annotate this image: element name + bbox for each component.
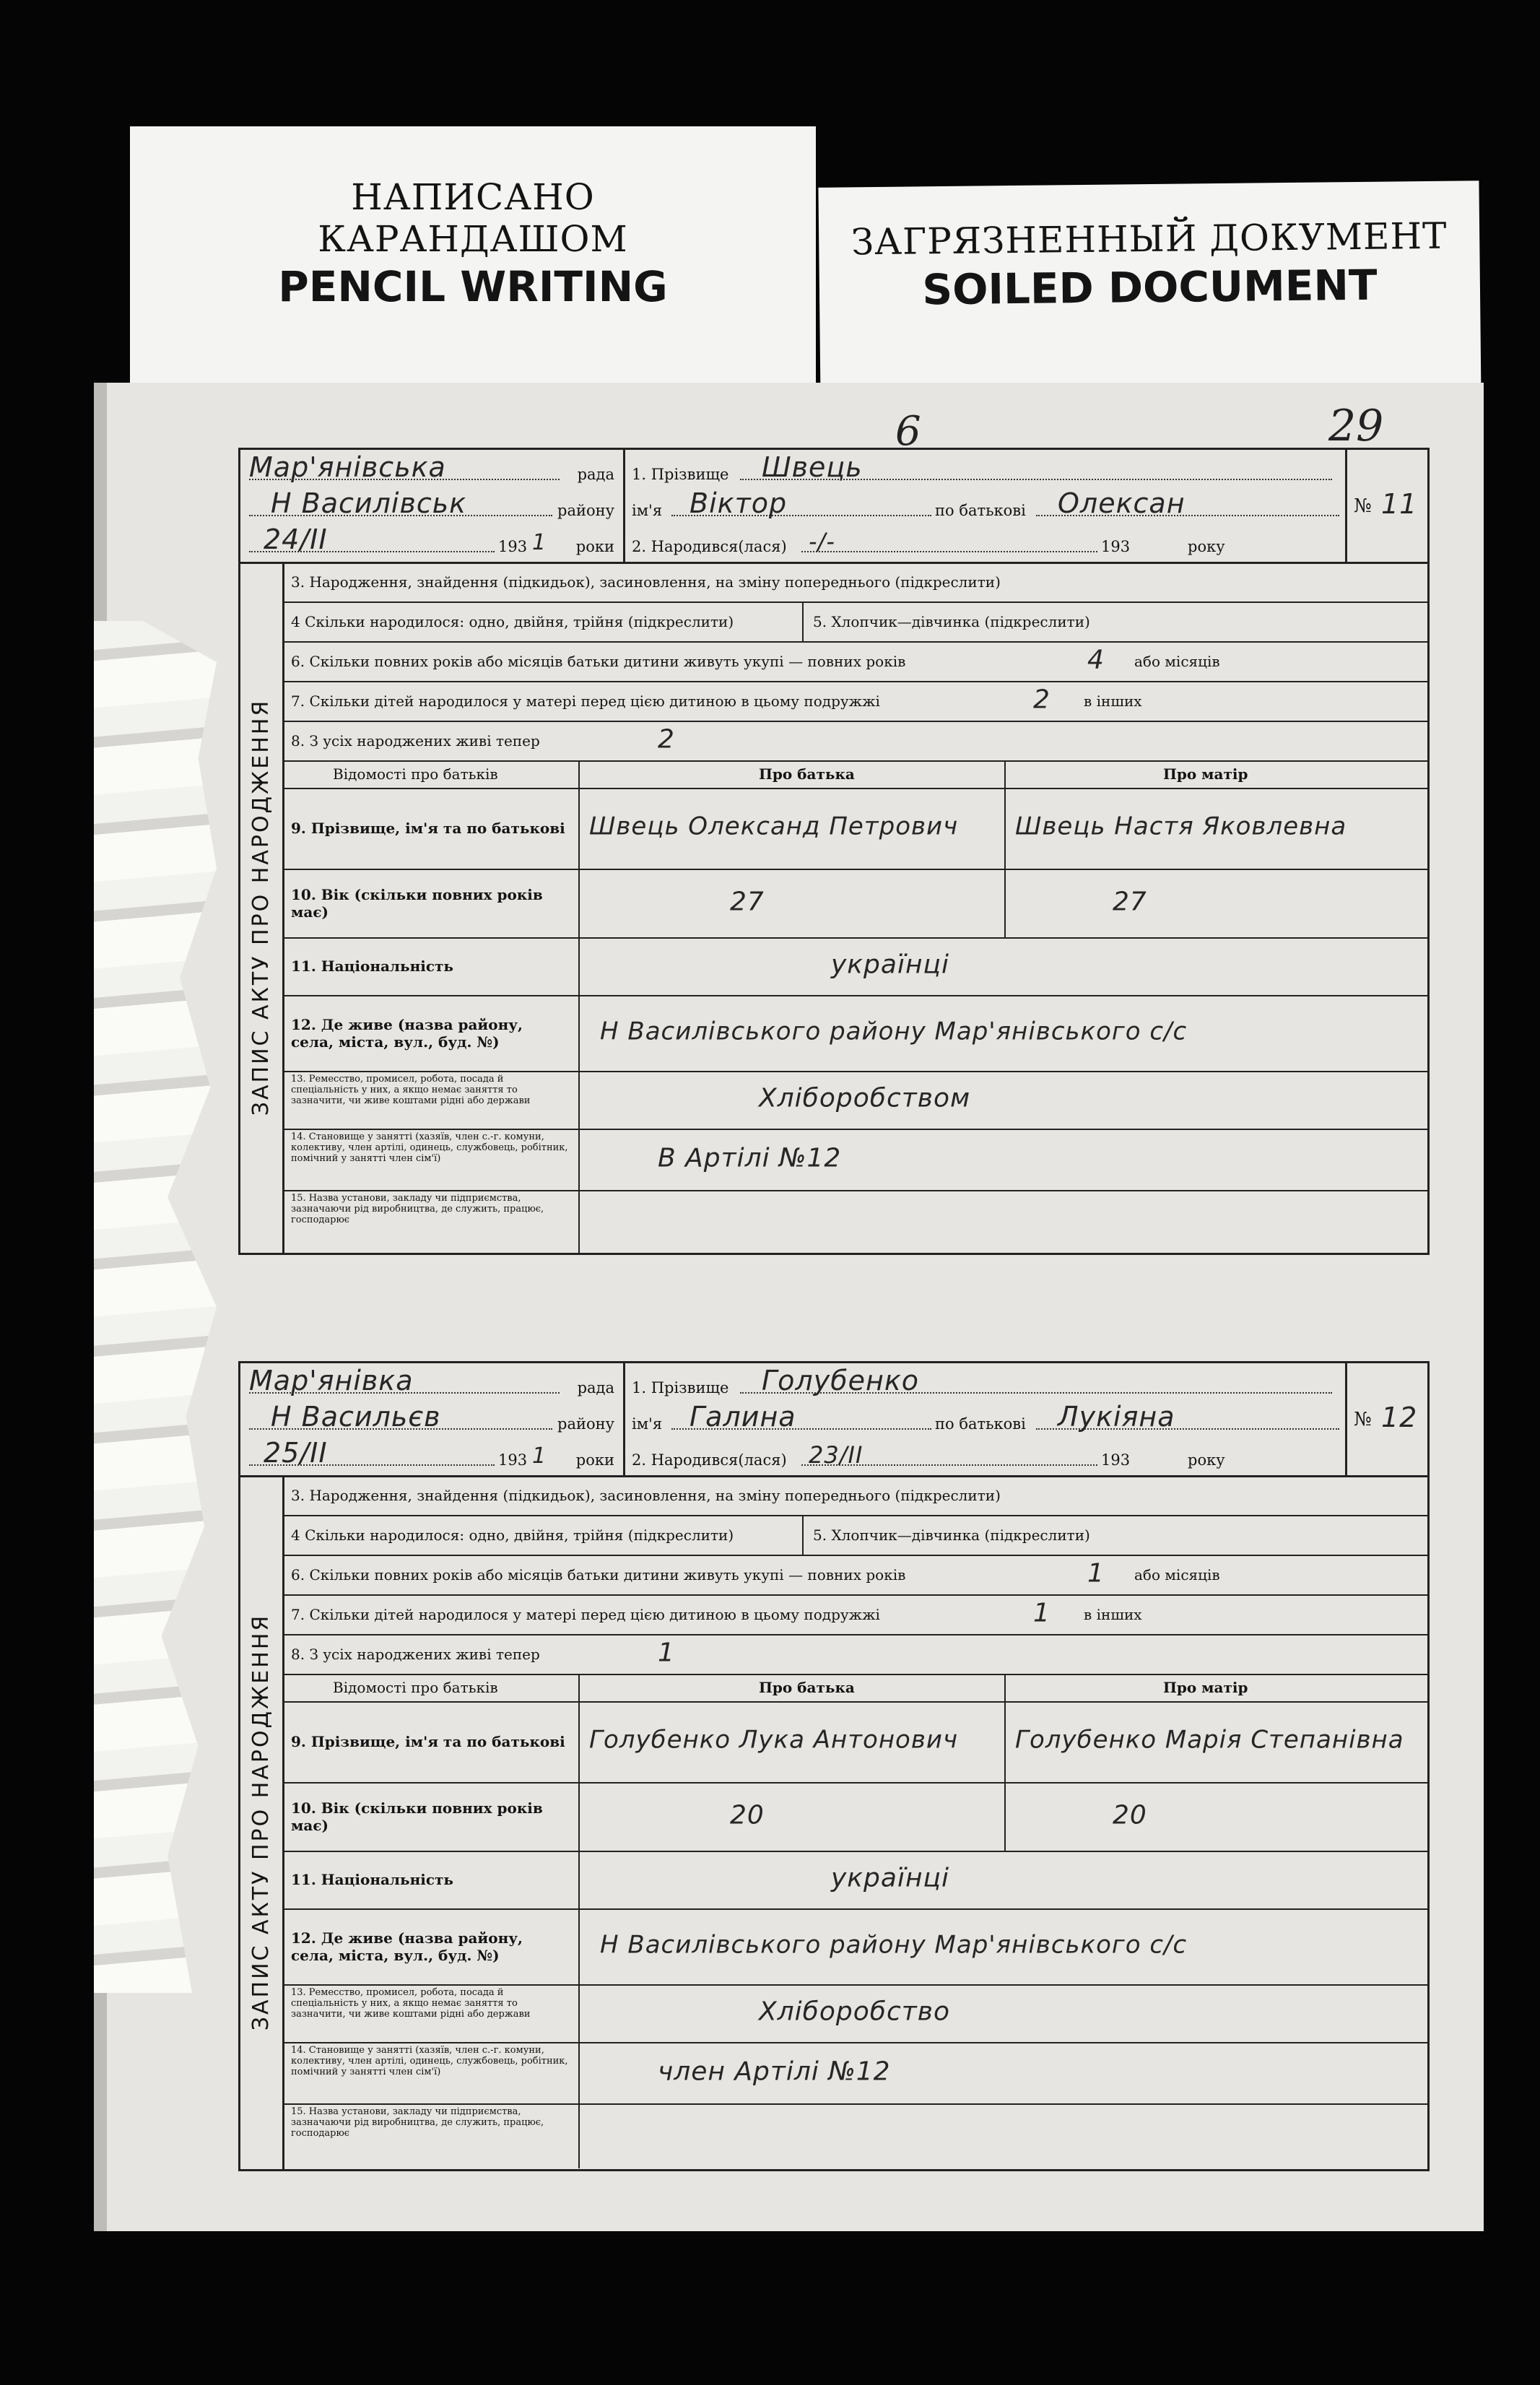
mother-age-handwriting: 20: [1113, 1799, 1147, 1830]
mother-name-handwriting: Голубенко Марія Степанівна: [1015, 1725, 1404, 1755]
nationality-handwriting: українці: [831, 1863, 950, 1893]
row-6: [282, 1555, 1427, 1596]
row-10: [282, 869, 1427, 939]
parents-header-row: [282, 1674, 1427, 1703]
born-year-prefix: 193: [1101, 538, 1131, 555]
row-9: [282, 788, 1427, 870]
surname-label: 1. Прізвище: [632, 466, 729, 483]
residence-handwriting: Н Василівського району Мар'янівського с/с: [600, 1017, 1188, 1046]
patronymic-label: по батькові: [935, 1415, 1026, 1433]
born-label: 2. Народився(лася): [632, 538, 787, 555]
row-4-text: 4 Скільки народилося: одно, двійня, трійня (підкреслити): [291, 1526, 734, 1544]
row-5-text: 5. Хлопчик—дівчинка (підкреслити): [813, 612, 1090, 630]
row-4-5: [282, 601, 1427, 643]
side-title-text: ЗАПИС АКТУ ПРО НАРОДЖЕННЯ: [248, 1613, 274, 2031]
name-label: ім'я: [632, 1415, 663, 1433]
name-handwriting: Галина: [689, 1401, 796, 1433]
rayon-handwriting: Н Василівськ: [271, 487, 467, 519]
row-8: [282, 1634, 1427, 1675]
pencil-label-ru-1: НАПИСАНО: [351, 176, 595, 218]
parents-header-text: Відомості про батьків: [333, 765, 498, 783]
child-name-block: [623, 1363, 1347, 1475]
patronymic-handwriting: Олексан: [1058, 487, 1186, 519]
row-5-text: 5. Хлопчик—дівчинка (підкреслити): [813, 1526, 1090, 1544]
row-9-text: 9. Прізвище, ім'я та по батькові: [291, 820, 565, 837]
surname-handwriting: Голубенко: [762, 1365, 920, 1396]
row-4-5: [282, 1515, 1427, 1556]
row-7-text: 7. Скільки дітей народилося у матері перед цією дитиною в цьому подружжі: [291, 692, 880, 710]
father-name-handwriting: Голубенко Лука Антонович: [589, 1725, 959, 1755]
soiled-document-label: [818, 181, 1481, 404]
record-number-block: [1345, 1363, 1430, 1475]
row-8: [282, 721, 1427, 762]
record-number-block: [1345, 450, 1430, 562]
page-number-center: 6: [895, 408, 921, 455]
birth-record-2: [238, 1361, 1430, 2171]
row-15: [282, 2103, 1427, 2168]
parents-header-text: Відомості про батьків: [333, 1679, 498, 1696]
row-9-text: 9. Прізвище, ім'я та по батькові: [291, 1733, 565, 1750]
employment-handwriting: В Артілі №12: [658, 1142, 842, 1173]
record-header: [240, 1363, 1427, 1477]
row-7-other-text: в інших: [1084, 692, 1142, 710]
name-label: ім'я: [632, 502, 663, 519]
mother-header-text: Про матір: [1163, 1679, 1248, 1696]
child-name-block: [623, 450, 1347, 562]
rada-label: рада: [577, 466, 614, 483]
row-13: [282, 1984, 1427, 2043]
year-digit-handwriting: 1: [532, 1443, 547, 1469]
row-6: [282, 641, 1427, 682]
alive-now-handwriting: 1: [658, 1637, 675, 1667]
row-10: [282, 1782, 1427, 1852]
row-11-text: 11. Національність: [291, 1871, 453, 1888]
row-7-other-text: в інших: [1084, 1605, 1142, 1623]
side-title-text: ЗАПИС АКТУ ПРО НАРОДЖЕННЯ: [248, 698, 274, 1116]
residence-handwriting: Н Василівського району Мар'янівського с/с: [600, 1930, 1188, 1960]
row-9: [282, 1701, 1427, 1784]
council-block: [240, 1363, 625, 1475]
row-10-text: 10. Вік (скільки повних років має): [291, 1799, 543, 1834]
side-title: [240, 1475, 284, 2169]
row-11: [282, 1851, 1427, 1910]
row-4-text: 4 Скільки народилося: одно, двійня, трійня (підкреслити): [291, 612, 734, 630]
row-12: [282, 995, 1427, 1072]
row-6-text: 6. Скільки повних років або місяців батьки дитини живуть укупі — повних років: [291, 1565, 906, 1584]
birth-record-1: [238, 448, 1430, 1255]
row-8-text: 8. З усіх народжених живі тепер: [291, 731, 540, 750]
rada-label: рада: [577, 1379, 614, 1396]
rayon-handwriting: Н Васильєв: [271, 1401, 441, 1433]
row-14-text: 14. Становище у занятті (хазяїв, член с.-г. комуни, колективу, член артілі, одинець, службовець, робітник, помічний у занятті член сім'ї): [291, 1131, 568, 1164]
parents-header-row: [282, 760, 1427, 789]
row-6-text: 6. Скільки повних років або місяців батьки дитини живуть укупі — повних років: [291, 652, 906, 670]
row-12: [282, 1908, 1427, 1986]
children-before-handwriting: 2: [1033, 684, 1050, 714]
row-14: [282, 2042, 1427, 2105]
born-year-prefix: 193: [1101, 1451, 1131, 1469]
record-header: [240, 450, 1427, 564]
row-15-text: 15. Назва установи, закладу чи підприємства, зазначаючи рід виробництва, де служить, працює, господарює: [291, 2106, 544, 2139]
children-before-handwriting: 1: [1033, 1597, 1050, 1628]
rada-handwriting: Мар'янівка: [249, 1365, 414, 1396]
date-handwriting: 24/II: [264, 524, 328, 555]
year-prefix: 193: [498, 538, 528, 555]
year-prefix: 193: [498, 1451, 528, 1469]
row-7-text: 7. Скільки дітей народилося у матері перед цією дитиною в цьому подружжі: [291, 1605, 880, 1623]
row-14-text: 14. Становище у занятті (хазяїв, член с.-г. комуни, колективу, член артілі, одинець, службовець, робітник, помічний у занятті член сім'ї): [291, 2045, 568, 2077]
row-3: [282, 562, 1427, 603]
row-15: [282, 1190, 1427, 1255]
row-10-text: 10. Вік (скільки повних років має): [291, 885, 543, 921]
patronymic-handwriting: Лукіяна: [1058, 1401, 1175, 1433]
row-14: [282, 1129, 1427, 1191]
side-title: [240, 562, 284, 1253]
rayon-label: району: [557, 1415, 614, 1433]
rok-label: роки: [575, 1451, 614, 1469]
rada-handwriting: Мар'янівська: [249, 451, 446, 483]
page-number-corner: 29: [1328, 401, 1384, 451]
row-3-text: 3. Народження, знайдення (підкидьок), засиновлення, на зміну попереднього (підкреслити): [291, 573, 1001, 591]
patronymic-label: по батькові: [935, 502, 1026, 519]
row-8-text: 8. З усіх народжених живі тепер: [291, 1645, 540, 1663]
rayon-label: району: [557, 502, 614, 519]
number-label: №: [1354, 495, 1372, 517]
nationality-handwriting: українці: [831, 950, 950, 980]
row-11: [282, 937, 1427, 996]
born-date-handwriting: -/-: [809, 528, 835, 555]
row-7: [282, 1594, 1427, 1635]
row-11-text: 11. Національність: [291, 957, 453, 975]
born-label: 2. Народився(лася): [632, 1451, 787, 1469]
year-digit-handwriting: 1: [532, 530, 547, 555]
row-12-text: 12. Де живе (назва району, села, міста, вул., буд. №): [291, 1929, 523, 1964]
soiled-label-en: SOILED DOCUMENT: [922, 260, 1378, 314]
mother-header-text: Про матір: [1163, 765, 1248, 783]
alive-now-handwriting: 2: [658, 724, 675, 754]
row-12-text: 12. Де живе (назва району, села, міста, вул., буд. №): [291, 1015, 523, 1051]
surname-label: 1. Прізвище: [632, 1379, 729, 1396]
rok-label: роки: [575, 538, 614, 555]
occupation-handwriting: Хліборобством: [759, 1083, 971, 1113]
pencil-writing-label: [130, 126, 816, 386]
row-6-months-text: або місяців: [1134, 652, 1220, 670]
mother-name-handwriting: Швець Настя Яковлевна: [1015, 812, 1347, 841]
soiled-label-ru: ЗАГРЯЗНЕННЫЙ ДОКУМЕНТ: [851, 214, 1448, 264]
record-number-handwriting: 11: [1381, 488, 1418, 520]
born-date-handwriting: 23/II: [809, 1441, 863, 1469]
years-together-handwriting: 1: [1087, 1558, 1105, 1588]
row-7: [282, 681, 1427, 722]
occupation-handwriting: Хліборобство: [759, 1997, 950, 2027]
surname-handwriting: Швець: [762, 451, 863, 483]
pencil-label-en: PENCIL WRITING: [278, 262, 668, 311]
row-3-text: 3. Народження, знайдення (підкидьок), засиновлення, на зміну попереднього (підкреслити): [291, 1486, 1001, 1504]
row-6-months-text: або місяців: [1134, 1565, 1220, 1584]
years-together-handwriting: 4: [1087, 644, 1105, 674]
row-13-text: 13. Ремесство, промисел, робота, посада й спеціальність у них, а якщо немає заняття то зазначити, чи живе коштами рідні або держави: [291, 1987, 531, 2020]
father-header-text: Про батька: [759, 765, 855, 783]
council-block: [240, 450, 625, 562]
row-13: [282, 1071, 1427, 1130]
number-label: №: [1354, 1409, 1372, 1430]
born-rok-label: року: [1188, 1451, 1225, 1469]
date-handwriting: 25/II: [264, 1437, 328, 1469]
record-number-handwriting: 12: [1381, 1402, 1418, 1433]
name-handwriting: Віктор: [689, 487, 788, 519]
father-header-text: Про батька: [759, 1679, 855, 1696]
employment-handwriting: член Артілі №12: [658, 2056, 891, 2086]
father-age-handwriting: 20: [730, 1799, 765, 1830]
father-age-handwriting: 27: [730, 886, 765, 916]
pencil-label-ru-2: КАРАНДАШОМ: [318, 217, 628, 260]
mother-age-handwriting: 27: [1113, 886, 1147, 916]
born-rok-label: року: [1188, 538, 1225, 555]
row-3: [282, 1475, 1427, 1516]
row-15-text: 15. Назва установи, закладу чи підприємства, зазначаючи рід виробництва, де служить, працює, господарює: [291, 1193, 544, 1225]
row-13-text: 13. Ремесство, промисел, робота, посада й спеціальність у них, а якщо немає заняття то зазначити, чи живе коштами рідні або держави: [291, 1074, 531, 1106]
father-name-handwriting: Швець Олександ Петрович: [589, 812, 959, 841]
